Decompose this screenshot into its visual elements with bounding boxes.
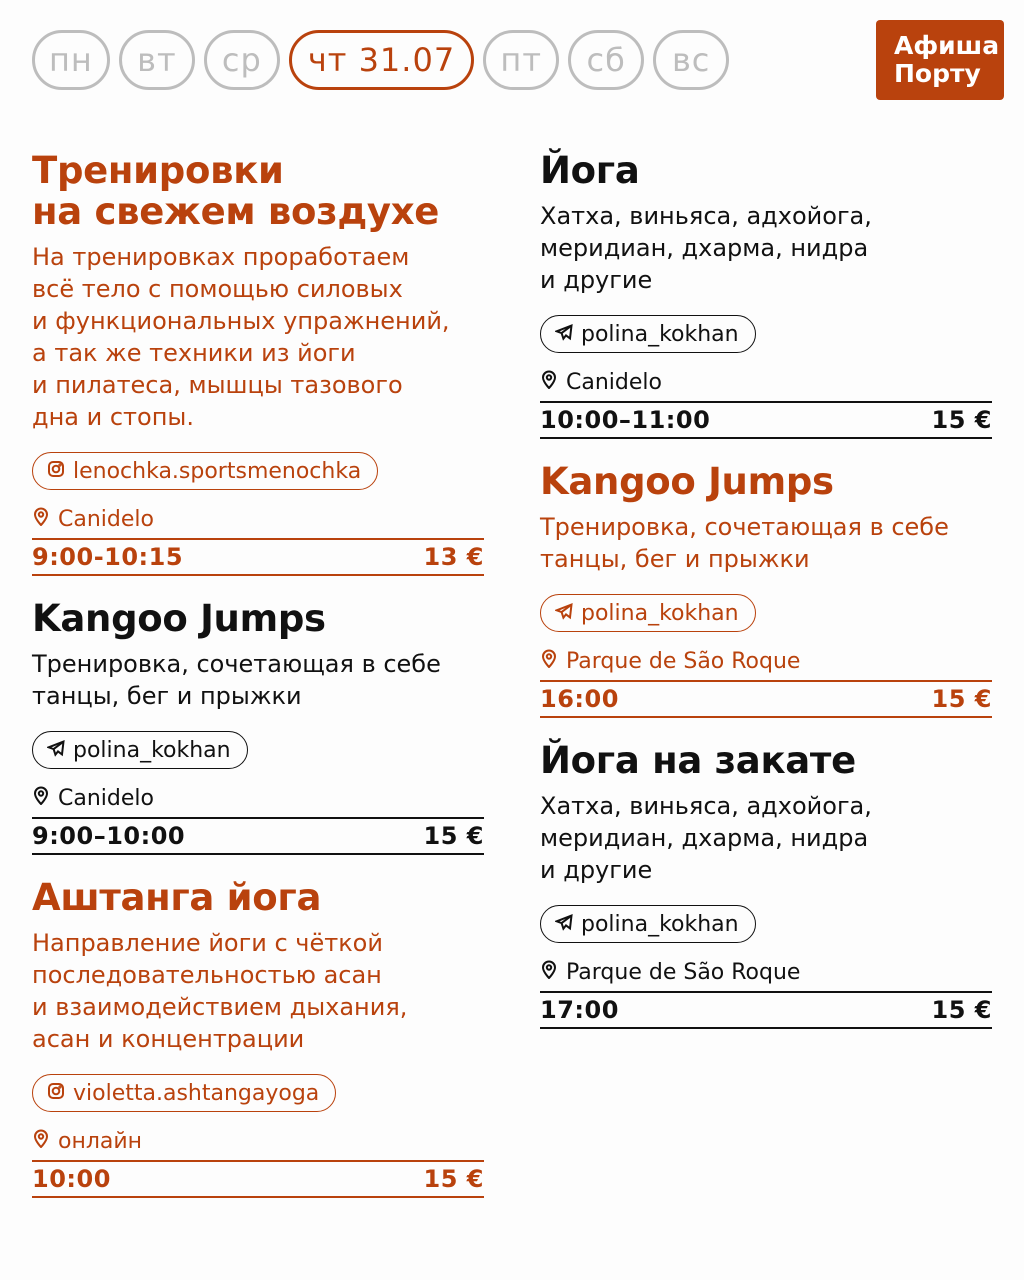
event-time: 10:00 [32, 1165, 111, 1193]
event-price: 15 € [423, 1165, 484, 1193]
contact-link[interactable] [540, 315, 756, 353]
event-card [32, 877, 484, 1198]
day-tab-wed[interactable]: ср [204, 30, 280, 90]
location-pin-icon [32, 506, 50, 534]
event-time: 17:00 [540, 996, 619, 1024]
location-name: Parque de São Roque [566, 960, 801, 985]
contact-handle: violetta.ashtangayoga [73, 1080, 320, 1106]
location-pin-icon [32, 1128, 50, 1156]
contact-link[interactable] [32, 452, 378, 490]
location-name: Canidelo [58, 507, 154, 532]
time-price-bar [32, 538, 484, 576]
contact-link[interactable] [540, 594, 756, 632]
event-title: Аштанга йога [32, 876, 322, 919]
event-time: 16:00 [540, 685, 619, 713]
location-name: онлайн [58, 1129, 143, 1154]
contact-handle: polina_kokhan [581, 321, 739, 347]
event-price: 15 € [423, 822, 484, 850]
telegram-icon [555, 601, 573, 626]
event-card [540, 461, 992, 718]
contact-handle: polina_kokhan [581, 600, 739, 626]
contact-link[interactable] [540, 905, 756, 943]
telegram-icon [47, 738, 65, 763]
event-price: 15 € [931, 996, 992, 1024]
location-pin-icon [32, 785, 50, 813]
event-price: 13 € [423, 543, 484, 571]
event-time: 9:00–10:00 [32, 822, 186, 850]
event-title: Тренировки на свежем воздухе [32, 149, 440, 233]
contact-link[interactable] [32, 1074, 336, 1112]
time-price-bar [540, 991, 992, 1029]
contact-handle: polina_kokhan [73, 737, 231, 763]
day-tab-sun[interactable]: вс [653, 30, 729, 90]
day-tab-mon[interactable]: пн [32, 30, 110, 90]
event-card [540, 150, 992, 439]
time-price-bar [32, 1160, 484, 1198]
event-location [32, 785, 484, 813]
left-column [32, 150, 484, 1220]
location-pin-icon [540, 959, 558, 987]
event-description: Направление йоги с чёткой последовательностью асан и взаимодействием дыхания, асан и концентрации [32, 929, 408, 1053]
instagram-icon [47, 1081, 65, 1106]
event-title: Йога [540, 149, 640, 192]
location-name: Canidelo [58, 786, 154, 811]
location-pin-icon [540, 369, 558, 397]
day-tab-tue[interactable]: вт [119, 30, 195, 90]
event-description: Тренировка, сочетающая в себе танцы, бег и прыжки [32, 650, 441, 710]
location-pin-icon [540, 648, 558, 676]
brand-logo[interactable] [876, 20, 1004, 100]
time-price-bar [32, 817, 484, 855]
event-time: 10:00–11:00 [540, 406, 711, 434]
event-title: Йога на закате [540, 739, 856, 782]
event-location [540, 369, 992, 397]
brand-line-2: Порту [894, 59, 981, 88]
time-price-bar [540, 680, 992, 718]
event-description: Хатха, виньяса, адхойога, меридиан, дхарма, нидра и другие [540, 792, 872, 884]
event-location [32, 506, 484, 534]
telegram-icon [555, 912, 573, 937]
event-price: 15 € [931, 685, 992, 713]
day-selector [32, 30, 729, 90]
contact-handle: lenochka.sportsmenochka [73, 458, 362, 484]
day-tab-fri[interactable]: пт [483, 30, 559, 90]
event-price: 15 € [931, 406, 992, 434]
event-card [32, 150, 484, 576]
event-location [540, 959, 992, 987]
telegram-icon [555, 322, 573, 347]
event-card [540, 740, 992, 1029]
event-title: Kangoo Jumps [540, 460, 834, 503]
event-location [32, 1128, 484, 1156]
event-description: Тренировка, сочетающая в себе танцы, бег и прыжки [540, 513, 949, 573]
event-description: Хатха, виньяса, адхойога, меридиан, дхарма, нидра и другие [540, 202, 872, 294]
instagram-icon [47, 459, 65, 484]
contact-handle: polina_kokhan [581, 911, 739, 937]
location-name: Canidelo [566, 370, 662, 395]
location-name: Parque de São Roque [566, 649, 801, 674]
event-time: 9:00-10:15 [32, 543, 184, 571]
right-column [540, 150, 992, 1051]
day-tab-thu-active[interactable]: чт 31.07 [289, 30, 474, 90]
event-card [32, 598, 484, 855]
brand-line-1: Афиша [894, 31, 1000, 60]
event-description: На тренировках проработаем всё тело с помощью силовых и функциональных упражнений, а так же техники из йоги и пилатеса, мышцы тазового дна и стопы. [32, 243, 450, 431]
contact-link[interactable] [32, 731, 248, 769]
day-tab-sat[interactable]: сб [568, 30, 644, 90]
time-price-bar [540, 401, 992, 439]
event-location [540, 648, 992, 676]
event-title: Kangoo Jumps [32, 597, 326, 640]
